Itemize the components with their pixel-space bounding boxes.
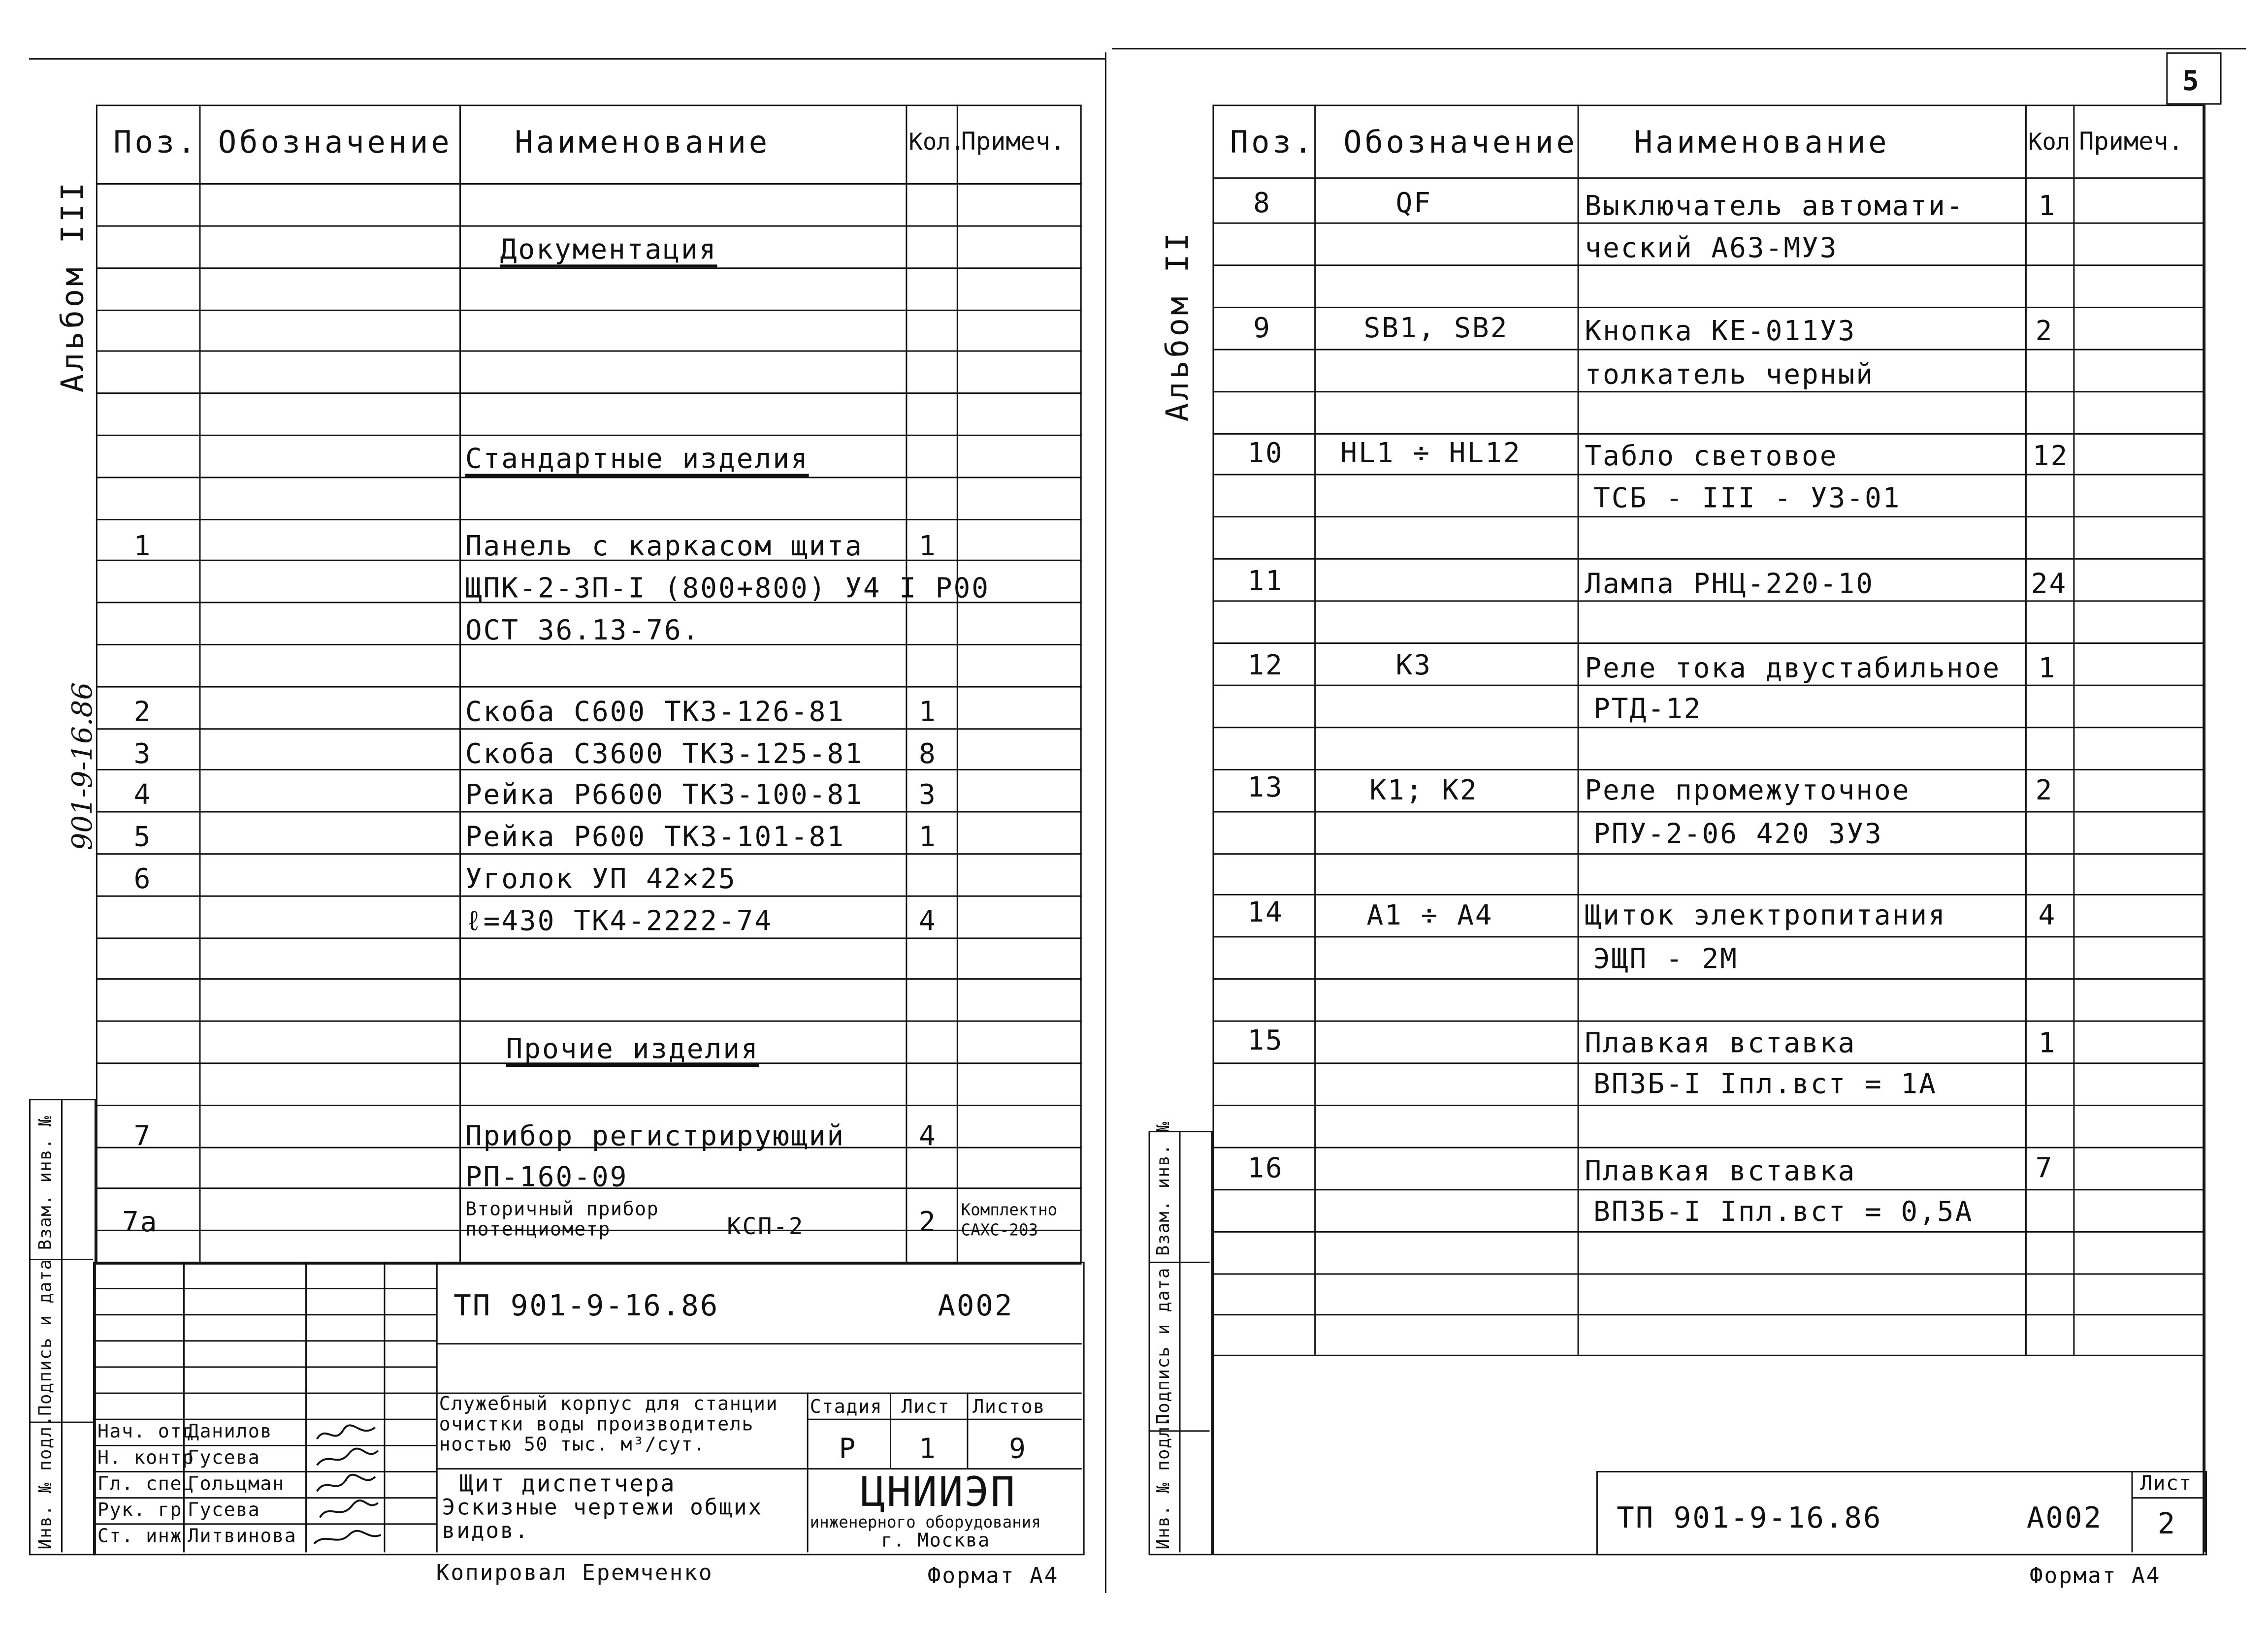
col-divider (2025, 105, 2027, 1355)
row-name: Уголок УП 42×25 (465, 863, 737, 895)
tb-sheet: 1 (919, 1433, 937, 1466)
row-name: Реле тока двустабильное (1585, 652, 2001, 685)
row-line (1212, 475, 2204, 476)
row-line (1212, 768, 2204, 770)
tb-org-line3: г. Москва (881, 1531, 990, 1553)
row-designation: QF (1395, 187, 1432, 220)
row-designation: SB1, SB2 (1363, 312, 1509, 345)
row-line (1212, 936, 2204, 938)
tb-person-name: Гусева (187, 1447, 260, 1470)
row-name: Рейка Р600 ТК3-101-81 (465, 821, 845, 854)
header-designation: Обозначение (218, 125, 453, 160)
side-stamp-divider (1149, 1262, 1210, 1263)
row-qty: 7 (2035, 1152, 2054, 1185)
header-pos: Поз. (113, 125, 199, 160)
row-line (96, 686, 1082, 687)
top-edge-right (1112, 48, 2246, 49)
row-pos: 16 (1247, 1152, 1284, 1185)
tb-divider (305, 1262, 307, 1553)
row-qty: 1 (2038, 1027, 2057, 1060)
header-qty: Кол (2028, 128, 2071, 156)
table-bottom (1212, 1355, 2204, 1356)
row-line (96, 351, 1082, 352)
row-line (96, 435, 1082, 436)
row-name: Прибор регистрирующий (465, 1120, 845, 1153)
row-line (1212, 306, 2204, 308)
header-note: Примеч. (961, 128, 1066, 157)
row-pos: 14 (1247, 896, 1284, 929)
tb-drawing-line3: видов. (442, 1517, 530, 1544)
row-qty: 8 (919, 738, 937, 770)
row-name: Панель с каркасом щита (465, 530, 863, 563)
tb-line (2132, 1497, 2204, 1499)
row-line (1212, 1231, 2204, 1232)
row-name-line2: потенциометр (465, 1219, 611, 1242)
row-name: ЭЩП - 2М (1593, 943, 1738, 976)
row-name: ВП3Б-I Iпл.вст = 0,5А (1593, 1196, 1974, 1228)
signatures (308, 1419, 384, 1553)
center-fold (1105, 52, 1106, 1593)
row-name: Выключатель автомати- (1585, 190, 1965, 223)
row-name: Реле промежуточное (1585, 774, 1911, 807)
row-line (1212, 810, 2204, 812)
album-label: Альбом II (1160, 230, 1196, 422)
row-line (96, 225, 1082, 227)
tb-divider (384, 1262, 385, 1553)
row-line (96, 1104, 1082, 1106)
format-label: Формат А4 (2029, 1563, 2161, 1589)
row-line (1212, 642, 2204, 644)
row-line (1212, 1314, 2204, 1316)
tb-line (93, 1340, 436, 1341)
tb-line (93, 1419, 436, 1420)
row-qty: 1 (919, 821, 937, 854)
tb-sheets: 9 (1009, 1433, 1027, 1466)
row-line (96, 979, 1082, 980)
stamp-vzam-inv: Взам. инв. № (1153, 1121, 1173, 1256)
tb-divider (436, 1262, 438, 1553)
tb-line (436, 1343, 1082, 1344)
row-name: ВП3Б-I Iпл.вст = 1А (1593, 1068, 1937, 1101)
row-name: Кнопка КЕ-011У3 (1585, 315, 1856, 348)
tb-project-line2: очистки воды производитель (439, 1414, 754, 1436)
row-name: ТСБ - III - У3-01 (1593, 482, 1901, 515)
row-qty: 12 (2032, 440, 2069, 473)
tb-org-line2: инженерного оборудования (810, 1513, 1041, 1532)
tb-stage: Р (839, 1433, 857, 1466)
col-divider (906, 105, 907, 1262)
tb-person-name: Гусева (187, 1500, 260, 1522)
row-name-model: КСП-2 (727, 1212, 805, 1240)
tb-sheet-code: А002 (2026, 1500, 2103, 1535)
row-pos: 6 (133, 863, 152, 895)
frame-right (2204, 105, 2205, 1553)
tb-line (93, 1471, 436, 1472)
row-pos: 9 (1253, 312, 1271, 345)
row-name: Щиток электропитания (1585, 899, 1946, 932)
row-name: РП-160-09 (465, 1161, 628, 1194)
tb-person-name: Данилов (187, 1421, 273, 1443)
row-pos: 13 (1247, 771, 1284, 804)
row-qty: 4 (2038, 899, 2057, 932)
row-note-line2: САХС-203 (961, 1221, 1038, 1240)
row-note-line1: Комплектно (961, 1200, 1058, 1220)
tb-code: ТП 901-9-16.86 (454, 1288, 719, 1323)
header-note: Примеч. (2079, 128, 2183, 157)
col-divider (1578, 105, 1579, 1355)
row-qty: 4 (919, 905, 937, 938)
row-name: ОСТ 36.13-76. (465, 614, 701, 647)
row-qty: 1 (2038, 190, 2057, 223)
row-line (1212, 1273, 2204, 1274)
row-name: Плавкая вставка (1585, 1155, 1856, 1188)
row-name: РТД-12 (1593, 693, 1702, 726)
tb-person-role: Ст. инж (97, 1526, 182, 1548)
tb-person-role: Рук. гр (97, 1500, 182, 1522)
col-divider (2073, 105, 2074, 1355)
row-name: Табло световое (1585, 440, 1838, 473)
tb-person-role: Нач. отд (97, 1421, 194, 1443)
tb-drawing-line1: Щит диспетчера (459, 1469, 676, 1498)
side-stamp-divider (1179, 1131, 1181, 1552)
row-pos: 7 (133, 1120, 152, 1153)
row-name: Рейка Р6600 ТК3-100-81 (465, 779, 863, 811)
header-divider (96, 183, 1082, 185)
tb-project-line1: Служебный корпус для станции (439, 1394, 778, 1416)
row-name: толкатель черный (1585, 359, 1874, 391)
row-name: ческий А63-МУ3 (1585, 232, 1838, 265)
row-designation: К1; К2 (1369, 774, 1478, 807)
stamp-podpis-data: Подпись и дата (1153, 1267, 1173, 1425)
tb-person-role: Н. контр (97, 1447, 194, 1470)
row-line (1212, 1021, 2204, 1022)
row-pos: 1 (133, 530, 152, 563)
row-line (1212, 1062, 2204, 1064)
format-label: Формат А4 (927, 1563, 1059, 1589)
header-name: Наименование (1634, 125, 1890, 160)
header-designation: Обозначение (1343, 125, 1578, 160)
tb-line (93, 1314, 436, 1315)
tb-code: ТП 901-9-16.86 (1617, 1500, 1882, 1535)
row-qty: 24 (2031, 568, 2068, 601)
row-qty: 1 (919, 696, 937, 729)
tb-line (93, 1393, 436, 1394)
row-pos: 15 (1247, 1024, 1284, 1057)
col-divider (957, 105, 958, 1262)
row-name: РПУ-2-06 420 3У3 (1593, 818, 1883, 851)
tb-sheets-label: Листов (972, 1397, 1045, 1419)
tb-org-name: ЦНИИЭП (860, 1468, 1017, 1516)
tb-stage-label: Стадия (810, 1397, 883, 1419)
tb-sheet-code: А002 (938, 1288, 1014, 1323)
tb-line (93, 1366, 436, 1368)
col-divider (1314, 105, 1316, 1355)
col-divider (199, 105, 201, 1262)
tb-sheet-label: Лист (2140, 1472, 2192, 1496)
row-qty: 1 (919, 530, 937, 563)
tb-divider (967, 1393, 968, 1468)
tb-project-line3: ностью 50 тыс. м³/сут. (439, 1435, 706, 1457)
tb-divider (183, 1262, 185, 1553)
tb-person-role: Гл. спец (97, 1473, 194, 1496)
header-divider (1212, 177, 2204, 179)
row-line (1212, 1105, 2204, 1106)
spec-table (96, 105, 1082, 1265)
row-designation: HL1 ÷ HL12 (1340, 437, 1522, 470)
stamp-podpis-data: Подпись и дата (34, 1258, 56, 1416)
row-qty: 1 (2038, 652, 2057, 685)
section-standard-items: Стандартные изделия (465, 443, 809, 476)
row-name: Лампа РНЦ-220-10 (1585, 568, 1874, 601)
row-line (96, 1021, 1082, 1022)
row-name: ЩПК-2-3П-I (800+800) У4 I Р00 (465, 573, 990, 605)
tb-divider (807, 1393, 809, 1553)
header-pos: Поз. (1230, 125, 1315, 160)
row-pos: 5 (133, 821, 152, 854)
row-line (96, 518, 1082, 520)
row-qty: 2 (919, 1206, 937, 1239)
row-line (1212, 979, 2204, 980)
row-pos: 2 (133, 696, 152, 729)
row-pos: 3 (133, 738, 152, 770)
section-other-items: Прочие изделия (506, 1033, 759, 1066)
page-number: 5 (2182, 65, 2201, 97)
row-designation: К3 (1395, 649, 1432, 682)
tb-line (93, 1523, 436, 1525)
side-code: 901-9-16.86 (66, 682, 99, 851)
row-pos: 10 (1247, 437, 1284, 470)
row-name: Плавкая вставка (1585, 1027, 1856, 1060)
stamp-inv-podl: Инв. № подл. (1153, 1414, 1173, 1550)
row-designation: А1 ÷ А4 (1366, 899, 1493, 932)
row-name-line1: Вторичный прибор (465, 1199, 659, 1221)
stamp-vzam-inv: Взам. инв. № (34, 1115, 56, 1250)
top-edge-left (29, 58, 1105, 60)
tb-person-name: Литвинова (187, 1526, 297, 1548)
col-divider (459, 105, 461, 1262)
row-name: Скоба С600 ТК3-126-81 (465, 696, 845, 729)
album-label: Альбом III (55, 179, 91, 393)
tb-sheet-label: Лист (901, 1397, 950, 1419)
tb-line (93, 1445, 436, 1446)
stamp-inv-podl: Инв. № подл. (34, 1414, 56, 1550)
tb-divider (890, 1393, 891, 1468)
row-line (96, 309, 1082, 311)
row-line (1212, 727, 2204, 728)
row-pos: 11 (1247, 565, 1284, 598)
row-line (1212, 558, 2204, 560)
row-qty: 2 (2035, 774, 2054, 807)
row-pos: 4 (133, 779, 152, 811)
header-qty: Кол. (908, 128, 965, 156)
row-line (1212, 516, 2204, 518)
header-name: Наименование (515, 125, 771, 160)
row-line (1212, 432, 2204, 434)
row-qty: 2 (2035, 315, 2054, 348)
tb-divider (2132, 1471, 2133, 1552)
row-qty: 4 (919, 1120, 937, 1153)
tb-line (807, 1419, 1082, 1420)
row-name: ℓ=430 ТК4-2222-74 (465, 905, 773, 938)
row-pos: 12 (1247, 649, 1284, 682)
row-line (1212, 894, 2204, 896)
tb-line (93, 1497, 436, 1499)
tb-sheet: 2 (2157, 1505, 2177, 1541)
row-line (96, 393, 1082, 394)
row-pos: 8 (1253, 187, 1271, 220)
copied-by: Копировал Еремченко (436, 1560, 713, 1586)
tb-person-name: Гольцман (187, 1473, 285, 1496)
side-stamp-divider (61, 1099, 63, 1552)
row-line (1212, 1147, 2204, 1148)
row-name: Скоба С3600 ТК3-125-81 (465, 738, 863, 770)
row-line (1212, 853, 2204, 854)
row-pos: 7а (122, 1206, 159, 1239)
tb-line (93, 1288, 436, 1289)
section-documentation: Документация (500, 234, 717, 266)
tb-drawing-line2: Эскизные чертежи общих (442, 1494, 763, 1521)
row-qty: 3 (919, 779, 937, 811)
